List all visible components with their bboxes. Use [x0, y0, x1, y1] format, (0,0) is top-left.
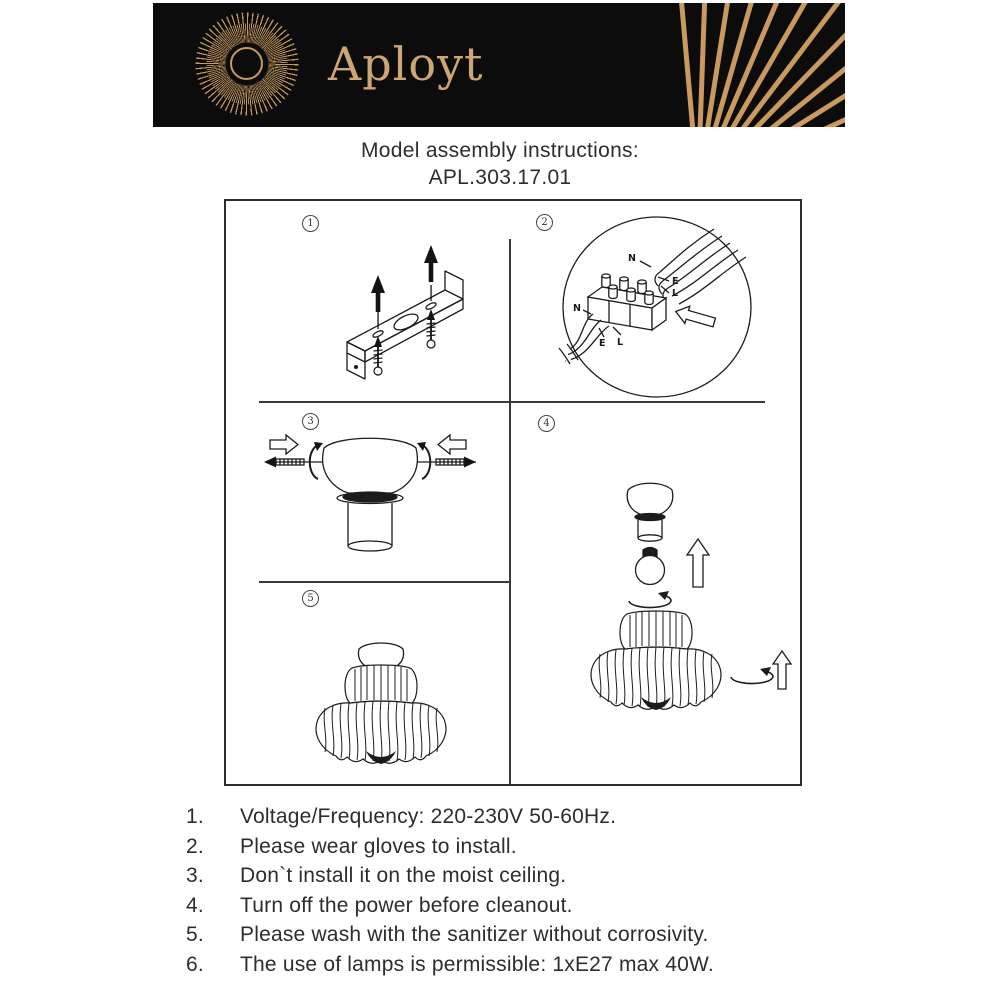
step-4-number: 4 [538, 415, 555, 432]
step-1-number: 1 [302, 215, 319, 232]
brand-banner [153, 3, 845, 127]
wire-label-n-right: N [628, 253, 636, 264]
item-number: 4. [186, 893, 204, 917]
sheet-title: Model assembly instructions: [360, 139, 639, 162]
instruction-list [186, 802, 906, 980]
logo-ring [230, 47, 263, 80]
item-text: Don`t install it on the moist ceiling. [240, 864, 567, 888]
instruction-item [186, 920, 906, 950]
step-4-bulb-illustration [509, 401, 800, 784]
wire-label-n-left: N [573, 303, 581, 314]
step-2-number: 2 [536, 214, 553, 231]
step-3-panel [226, 401, 509, 581]
instruction-item [186, 950, 906, 980]
item-number: 5. [186, 923, 204, 947]
step-5-lamp-illustration [226, 581, 509, 784]
item-number: 2. [186, 834, 204, 858]
step-1-panel [226, 201, 509, 401]
item-text: Voltage/Frequency: 220-230V 50-60Hz. [240, 805, 617, 828]
item-number: 3. [186, 864, 204, 888]
item-number: 1. [186, 805, 204, 828]
item-text: The use of lamps is permissible: 1xE27 max 40W. [240, 952, 714, 976]
item-number: 6. [186, 952, 204, 976]
assembly-diagram-box [224, 199, 802, 786]
model-number: APL.303.17.01 [428, 165, 572, 189]
item-text: Please wear gloves to install. [240, 834, 517, 858]
instruction-item [186, 802, 906, 832]
brand-name: Aployt [328, 37, 484, 91]
item-text: Turn off the power before cleanout. [240, 893, 573, 917]
step-5-panel [226, 581, 509, 784]
sunburst-logo-icon [191, 8, 303, 120]
wire-label-e-left: E [599, 338, 606, 349]
wire-label-l-left: L [617, 337, 624, 348]
wire-label-l-right: L [672, 288, 679, 299]
step-3-cup-illustration [226, 401, 509, 581]
step-2-panel [509, 201, 800, 401]
step-5-number: 5 [302, 590, 319, 607]
step-1-bracket-illustration [226, 201, 509, 401]
wire-label-e-right: E [672, 276, 679, 287]
instruction-item [186, 861, 906, 891]
step-4-panel [509, 401, 800, 784]
item-text: Please wash with the sanitizer without corrosivity. [240, 923, 709, 947]
step-2-wiring-illustration [509, 201, 800, 401]
step-3-number: 3 [302, 413, 319, 430]
instruction-item [186, 891, 906, 921]
instruction-item [186, 832, 906, 862]
